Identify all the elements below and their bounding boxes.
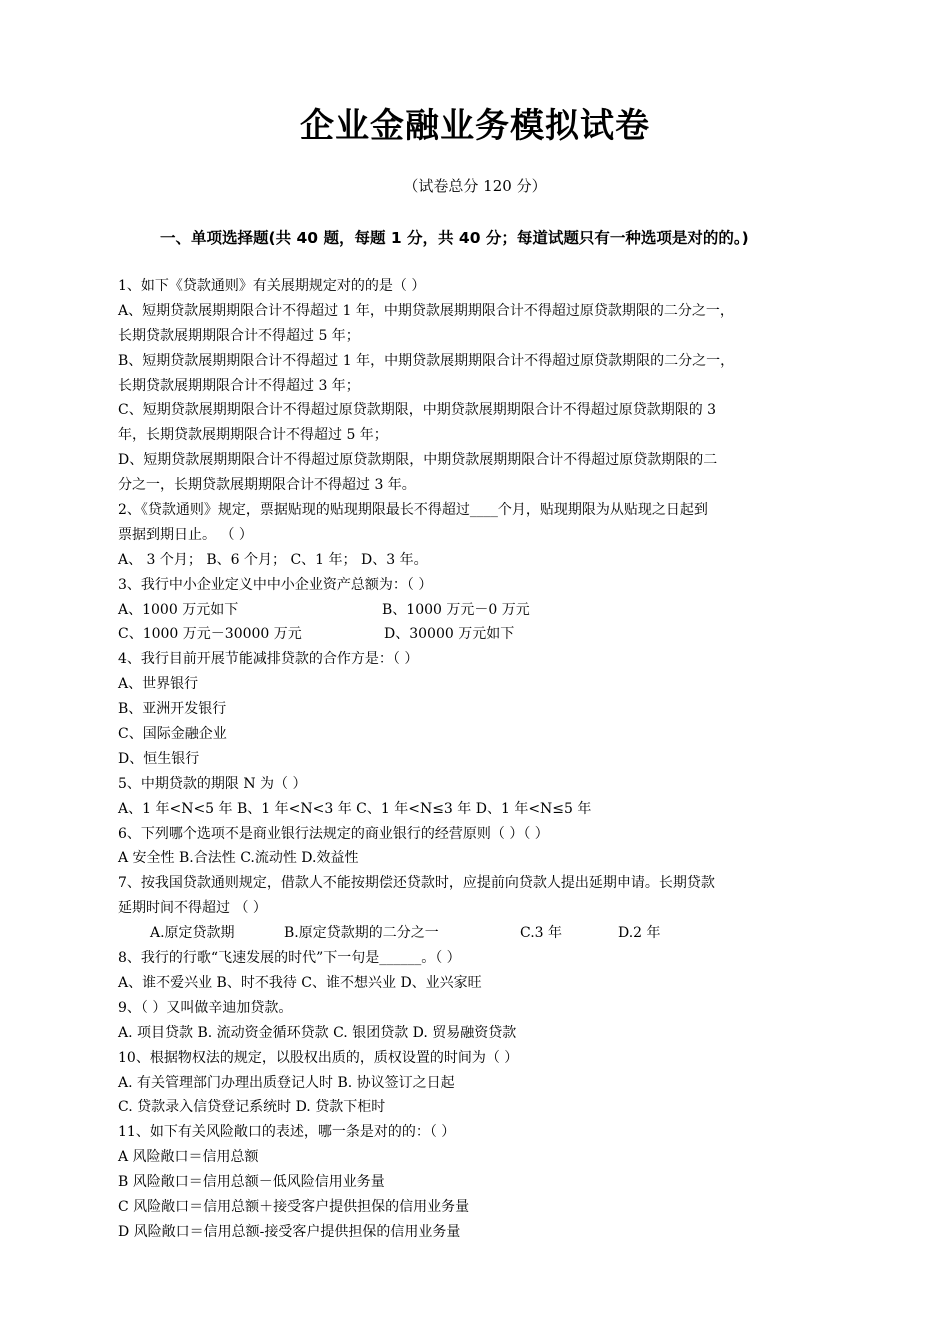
text-line: 票据到期日止。 （ ） <box>118 526 253 543</box>
text-line: 6、下列哪个选项不是商业银行法规定的商业银行的经营原则（ ）（ ） <box>118 825 549 842</box>
option: B.原定贷款期的二分之一 <box>284 925 439 942</box>
text-line: C. 贷款录入信贷登记系统时 D. 贷款下柜时 <box>118 1099 386 1116</box>
option: C.3 年 <box>520 925 563 942</box>
text-line: 5、中期贷款的期限 N 为（ ） <box>118 775 307 792</box>
option-row <box>118 921 843 946</box>
text-line: 延期时间不得超过 （ ） <box>118 900 267 917</box>
text-line: A、 3 个月； B、6 个月； C、1 年； D、3 年。 <box>118 551 428 568</box>
option: A.原定贷款期 <box>150 925 235 942</box>
option: D.2 年 <box>618 925 661 942</box>
text-line: A、短期贷款展期期限合计不得超过 1 年，中期贷款展期期限合计不得超过原贷款期限的二分之一， <box>118 302 734 319</box>
text-line: C、国际金融企业 <box>118 726 227 743</box>
text-line: D、短期贷款展期期限合计不得超过原贷款期限，中期贷款展期期限合计不得超过原贷款期限的二 <box>118 452 718 469</box>
text-line: A、谁不爱兴业 B、时不我待 C、谁不想兴业 D、业兴家旺 <box>118 974 482 991</box>
option: B、1000 万元－0 万元 <box>382 601 530 618</box>
text-line: B 风险敞口＝信用总额－低风险信用业务量 <box>118 1174 385 1191</box>
text-line: 9、（ ）又叫做辛迪加贷款。 <box>118 999 293 1016</box>
text-line: 7、按我国贷款通则规定，借款人不能按期偿还贷款时，应提前向贷款人提出延期申请。长期贷款 <box>118 875 715 892</box>
text-line: D、恒生银行 <box>118 750 200 767</box>
page-subtitle: （试卷总分 120 分） <box>403 177 547 195</box>
text-line: D 风险敞口＝信用总额-接受客户提供担保的信用业务量 <box>118 1223 461 1240</box>
text-line: 10、根据物权法的规定，以股权出质的，质权设置的时间为（ ） <box>118 1049 519 1066</box>
option: C、1000 万元－30000 万元 <box>118 626 302 643</box>
question-body <box>118 274 843 1245</box>
text-line: C、短期贷款展期期限合计不得超过原贷款期限，中期贷款展期期限合计不得超过原贷款期限的 3 <box>118 402 717 419</box>
text-line: 8、我行的行歌“飞速发展的时代”下一句是______。（ ） <box>118 950 461 967</box>
text-line: C 风险敞口＝信用总额＋接受客户提供担保的信用业务量 <box>118 1198 470 1215</box>
text-line: 1、如下《贷款通则》有关展期规定对的的是（ ） <box>118 278 426 294</box>
option: D、30000 万元如下 <box>384 626 515 643</box>
text-line: B、短期贷款展期期限合计不得超过 1 年，中期贷款展期期限合计不得超过原贷款期限的二分之一， <box>118 352 735 369</box>
text-line: A. 项目贷款 B. 流动资金循环贷款 C. 银团贷款 D. 贸易融资贷款 <box>118 1024 517 1041</box>
text-line: 3、我行中小企业定义中中小企业资产总额为：（ ） <box>118 576 433 593</box>
option-row <box>118 622 843 647</box>
text-line: 长期贷款展期期限合计不得超过 3 年； <box>118 377 360 394</box>
text-line: 11、如下有关风险敞口的表述，哪一条是对的的：（ ） <box>118 1124 456 1141</box>
option: A、1000 万元如下 <box>118 601 239 618</box>
text-line: 4、我行目前开展节能减排贷款的合作方是：（ ） <box>118 651 419 668</box>
text-line: A 风险敞口＝信用总额 <box>118 1149 259 1166</box>
text-line: A、1 年<N<5 年 B、1 年<N<3 年 C、1 年<N≤3 年 D、1 年<N≤5 年 <box>118 800 592 817</box>
section-heading: 一、单项选择题(共 40 题，每题 1 分，共 40 分；每道试题只有一种选项是对的的。) <box>160 229 749 247</box>
text-line: B、亚洲开发银行 <box>118 701 227 718</box>
text-line: 长期贷款展期期限合计不得超过 5 年； <box>118 327 360 344</box>
page-title: 企业金融业务模拟试卷 <box>300 106 650 146</box>
text-line: 年，长期贷款展期期限合计不得超过 5 年； <box>118 427 388 444</box>
text-line: 分之一，长期贷款展期期限合计不得超过 3 年。 <box>118 477 416 494</box>
text-line: A、世界银行 <box>118 676 199 693</box>
text-line: A 安全性 B.合法性 C.流动性 D.效益性 <box>118 850 359 867</box>
text-line: A. 有关管理部门办理出质登记人时 B. 协议签订之日起 <box>118 1074 455 1091</box>
option-row <box>118 598 843 623</box>
text-line: 2、《贷款通则》规定，票据贴现的贴现期限最长不得超过____个月，贴现期限为从贴现之日起到 <box>118 502 708 519</box>
